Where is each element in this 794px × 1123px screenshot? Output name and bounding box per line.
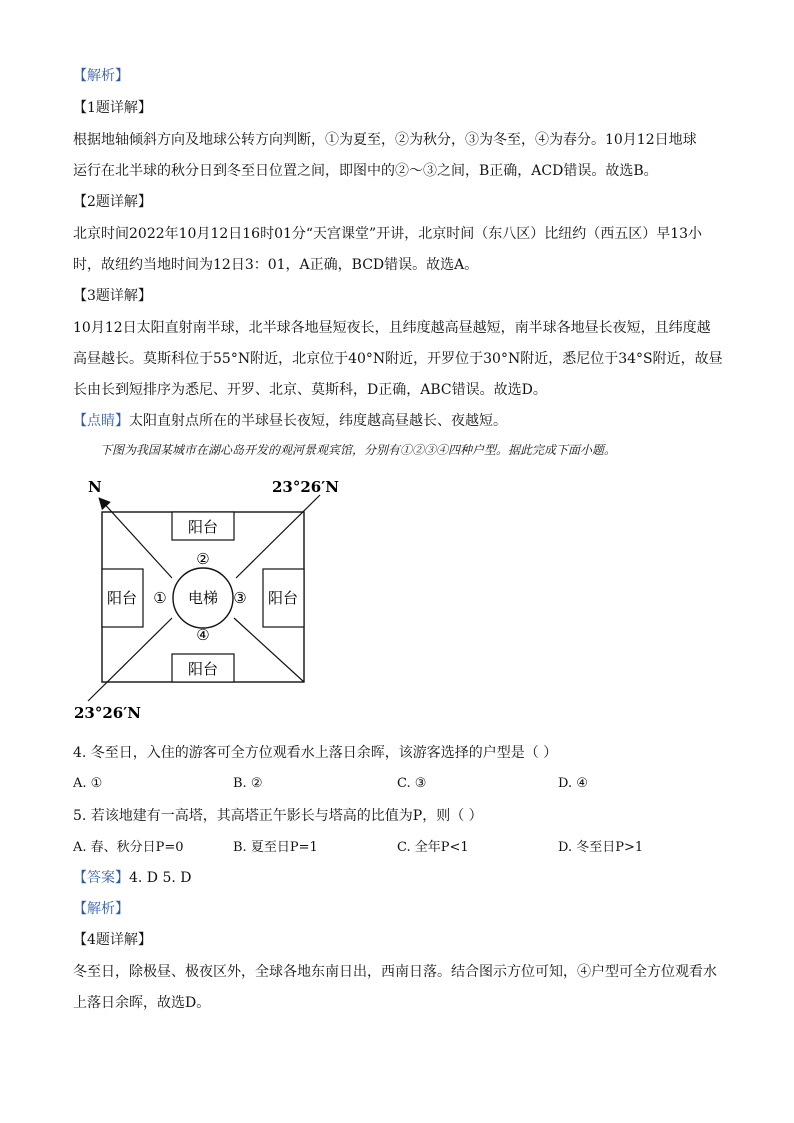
q5-option-b: B. 夏至日P=1 [233, 840, 318, 855]
q3-text-line-1: 10月12日太阳直射南半球，北半球各地昼短夜长，且纬度越高昼越短，南半球各地昼长夜短，且纬度越 [73, 320, 711, 336]
q3-detail-heading: 【3题详解】 [73, 288, 152, 304]
q5-option-a: A. 春、秋分日P=0 [73, 840, 184, 855]
key-point-tag: 【点睛】 [73, 413, 129, 429]
figure-caption: 下图为我国某城市在湖心岛开发的观河景观宾馆，分别有①②③④四种户型。据此完成下面小题。 [100, 443, 617, 457]
q5-option-c: C. 全年P<1 [397, 840, 469, 855]
tropic-line-top [236, 495, 320, 578]
q4-option-c: C. ③ [397, 776, 427, 791]
key-point [73, 411, 507, 431]
q2-text-line-2: 时，故纽约当地时间为12日3：01，A正确，BCD错误。故选A。 [73, 257, 479, 273]
unit-2-label: ② [196, 550, 210, 568]
q4-option-d: D. ④ [558, 776, 588, 791]
q4-option-b: B. ② [233, 776, 263, 791]
latitude-bottom-label: 23°26′N [74, 704, 141, 722]
q4-text-line-2: 上落日余晖，故选D。 [73, 995, 211, 1011]
north-line [100, 499, 172, 578]
q3-text-line-3: 长由长到短排序为悉尼、开罗、北京、莫斯科，D正确，ABC错误。故选D。 [73, 382, 547, 398]
balcony-right-label: 阳台 [267, 589, 299, 607]
latitude-top-label: 23°26′N [272, 478, 339, 496]
q4-text-line-1: 冬至日，除极昼、极夜区外，全球各地东南日出，西南日落。结合图示方位可知，④户型可全方位观看水 [73, 964, 717, 980]
tropic-line-bottom [88, 618, 172, 701]
balcony-left-label: 阳台 [106, 589, 138, 607]
q4-option-a: A. ① [73, 776, 103, 791]
answer-text: 4. D 5. D [129, 870, 192, 886]
balcony-bottom-label: 阳台 [187, 660, 219, 678]
analysis-heading-2: 【解析】 [73, 901, 129, 917]
answer [73, 868, 192, 888]
north-label: N [88, 478, 102, 496]
unit-3-label: ③ [233, 589, 247, 607]
q1-text-line-2: 运行在北半球的秋分日到冬至日位置之间，即图中的②～③之间，B正确，ACD错误。故选B。 [73, 163, 658, 179]
q1-detail-heading: 【1题详解】 [73, 100, 152, 116]
q5-stem: 5. 若该地建有一高塔，其高塔正午影长与塔高的比值为P，则（ ） [73, 808, 483, 824]
q4-stem: 4. 冬至日，入住的游客可全方位观看水上落日余晖，该游客选择的户型是（ ） [73, 745, 558, 761]
unit-4-label: ④ [196, 626, 210, 644]
key-point-text: 太阳直射点所在的半球昼长夜短，纬度越高昼越长、夜越短。 [129, 413, 507, 429]
elevator-label: 电梯 [187, 589, 219, 607]
q4-detail-heading: 【4题详解】 [73, 932, 152, 948]
q3-text-line-2: 高昼越长。莫斯科位于55°N附近，北京位于40°N附近，开罗位于30°N附近，悉尼位于34°S附近，故昼 [73, 351, 723, 367]
q2-text-line-1: 北京时间2022年10月12日16时01分“天宫课堂”开讲，北京时间（东八区）比纽约（西五区）早13小 [73, 226, 703, 242]
q1-text-line-1: 根据地轴倾斜方向及地球公转方向判断，①为夏至，②为秋分，③为冬至，④为春分。10月12日地球 [73, 132, 697, 148]
analysis-heading: 【解析】 [73, 68, 129, 84]
q5-option-d: D. 冬至日P>1 [558, 840, 644, 855]
balcony-top-label: 阳台 [187, 518, 219, 536]
q2-detail-heading: 【2题详解】 [73, 194, 152, 210]
unit-1-label: ① [153, 589, 167, 607]
answer-tag: 【答案】 [73, 870, 129, 886]
hotel-floor-plan-figure [66, 470, 376, 730]
